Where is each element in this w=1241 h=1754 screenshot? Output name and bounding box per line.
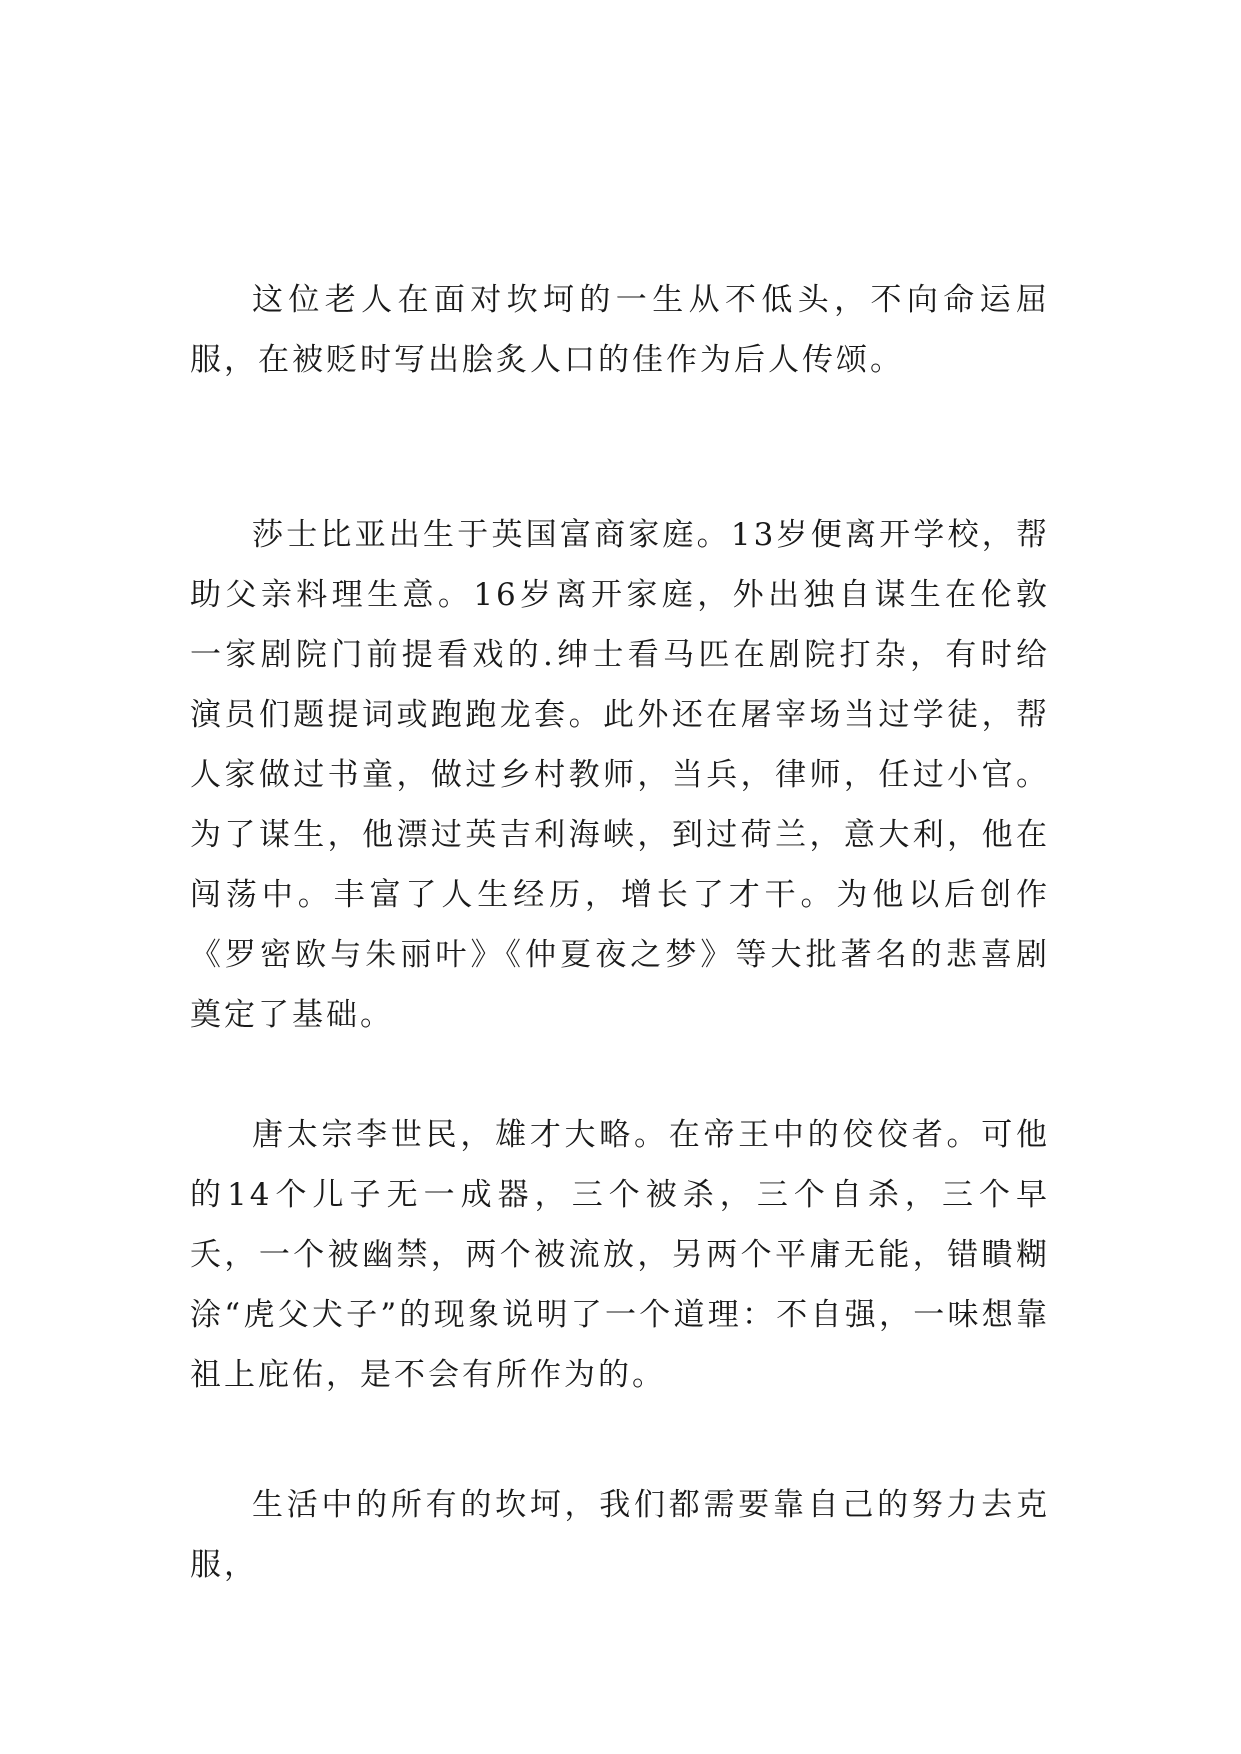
paragraph-conclusion: 生活中的所有的坎坷，我们都需要靠自己的努力去克服，: [190, 1487, 1050, 1583]
paragraph-su-shi: 这位老人在面对坎坷的一生从不低头，不向命运屈服，在被贬时写出脍炙人口的佳作为后人传颂。: [190, 282, 1050, 378]
paragraph-tang-taizong: 唐太宗李世民，雄才大略。在帝王中的佼佼者。可他的14个儿子无一成器，三个被杀，三个自杀，三个早夭，一个被幽禁，两个被流放，另两个平庸无能，错瞶糊涂“虎父犬子”的现象说明了一个道理：不自强，一味想靠祖上庇佑，是不会有所作为的。: [190, 1117, 1050, 1393]
paragraph-shakespeare: 莎士比亚出生于英国富商家庭。13岁便离开学校，帮助父亲料理生意。16岁离开家庭，外出独自谋生在伦敦一家剧院门前提看戏的.绅士看马匹在剧院打杂，有时给演员们题提词或跑跑龙套。此外还在屠宰场当过学徒，帮人家做过书童，做过乡村教师，当兵，律师，任过小官。为了谋生，他漂过英吉利海峡，到过荷兰，意大利，他在闯荡中。丰富了人生经历，增长了才干。为他以后创作《罗密欧与朱丽叶》《仲夏夜之梦》等大批著名的悲喜剧奠定了基础。: [190, 517, 1050, 1033]
